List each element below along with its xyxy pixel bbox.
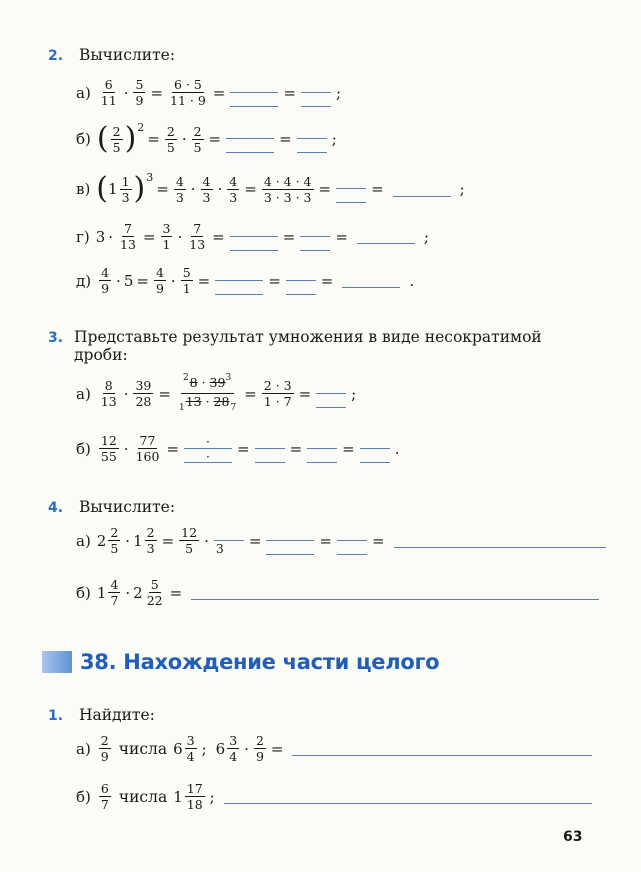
answer-blank[interactable] bbox=[230, 223, 278, 251]
answer-blank[interactable] bbox=[301, 79, 331, 107]
answer-blank[interactable] bbox=[336, 175, 366, 203]
ex2-g: г) 3 · $\frac{7}{13}$ = $\frac{3}{1}$ · $\frac{7}{13}$ = = = ; bbox=[76, 221, 429, 252]
exercise-2-header bbox=[48, 46, 175, 64]
ex3-b: б) 12 55 · $\frac{77}{160}$ = · · = = = . bbox=[76, 433, 400, 464]
answer-line[interactable] bbox=[191, 585, 599, 600]
exercise-3-header: 3. Представьте результат умножения в виде несократимой дроби: bbox=[48, 328, 542, 364]
answer-blank[interactable] bbox=[300, 223, 330, 251]
answer-line[interactable] bbox=[342, 273, 400, 288]
answer-blank[interactable]: 3 bbox=[214, 527, 244, 554]
heading-bar bbox=[42, 651, 72, 673]
answer-line[interactable] bbox=[292, 741, 592, 756]
answer-blank[interactable] bbox=[316, 380, 346, 408]
ex3-a: а) 8 13 · $\frac{39}{28}$ = $\frac{^28 \cdot 39^3}{_113 \cdot 28_7}$ = $\frac{2 \cdot 3}{1 \cdot 7}$ = ; bbox=[76, 373, 357, 413]
section-title: 38. Нахождение части целого bbox=[80, 650, 440, 674]
ex1-a: а) 2 9 числа 6 3 4 ; 6 3 4 · $\frac{2}{9}$ = bbox=[76, 734, 598, 763]
exercise-number: 2. bbox=[48, 48, 64, 64]
answer-blank[interactable] bbox=[255, 435, 285, 463]
exercise-title: Вычислите: bbox=[78, 46, 176, 64]
answer-blank[interactable] bbox=[266, 527, 314, 555]
exercise-1-header: 1. Найдите: bbox=[48, 706, 155, 724]
section-heading bbox=[42, 650, 439, 674]
cancellation-fraction: $\frac{^28 \cdot 39^3}{_113 \cdot 28_7}$ bbox=[178, 373, 237, 413]
answer-blank[interactable] bbox=[230, 79, 278, 107]
ex4-b: б) 1 4 7 · 2 5 22 = bbox=[76, 578, 605, 607]
ex2-d: д) 4 9 · 5 = $\frac{4}{9}$ · $\frac{5}{1}$ = = = . bbox=[76, 265, 415, 296]
answer-line[interactable] bbox=[393, 182, 451, 197]
answer-blank[interactable] bbox=[286, 267, 316, 295]
answer-line[interactable] bbox=[357, 229, 415, 244]
answer-line[interactable] bbox=[224, 789, 592, 804]
ex2-b: б) ( 2 5 ) 2 = $\frac{2}{5}$ · $\frac{2}{5}$ = = ; bbox=[76, 120, 337, 156]
ex2-a: а) 6 11 · $\frac{5}{9}$ = $\frac{6 \cdot 5}{11 \cdot 9}$ = = ; bbox=[76, 77, 342, 108]
answer-blank[interactable] bbox=[297, 125, 327, 153]
answer-blank[interactable] bbox=[226, 125, 274, 153]
answer-blank[interactable] bbox=[307, 435, 337, 463]
ex2-v: в) ( 1 1 3 ) 3 = $\frac{4}{3}$ · 4 3 · $\frac{4}{3}$ = $\frac{4 \cdot 4 \cdot 4}{3 \cdot 3 \cdot 3}$ = = ; bbox=[76, 170, 465, 206]
answer-blank[interactable] bbox=[215, 267, 263, 295]
exercise-4-header: 4. Вычислите: bbox=[48, 498, 176, 516]
answer-blank[interactable] bbox=[360, 435, 390, 463]
answer-line[interactable] bbox=[394, 533, 606, 548]
answer-blank[interactable] bbox=[337, 527, 367, 555]
ex4-a: а) 2 2 5 · 1 2 3 = $\frac{12}{5}$ · 3 = = = bbox=[76, 526, 612, 555]
ex1-b: б) 6 7 числа 1 17 18 ; bbox=[76, 782, 598, 811]
page-number: 63 bbox=[563, 829, 583, 845]
answer-blank[interactable]: · · bbox=[184, 435, 232, 463]
